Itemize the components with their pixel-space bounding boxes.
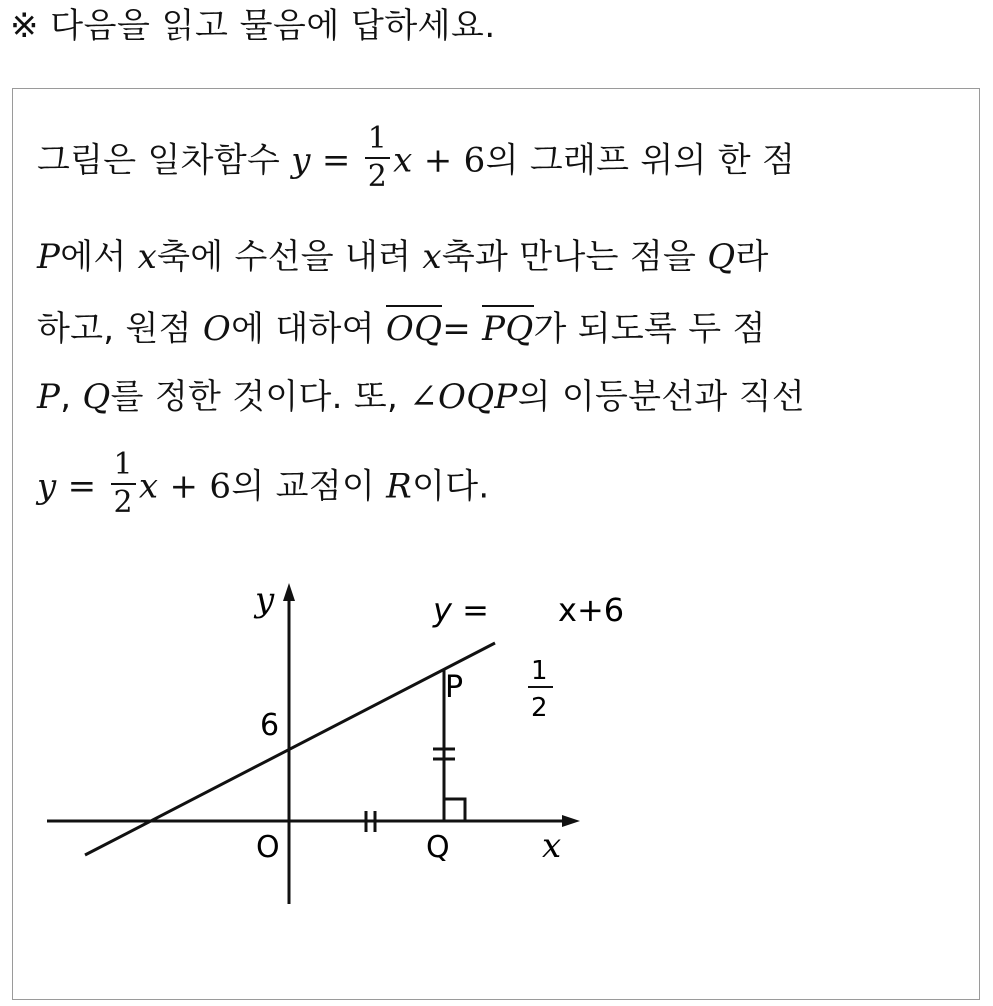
right-angle-mark: [444, 799, 465, 821]
text-segment: 의 이등분선과 직선: [517, 377, 805, 417]
plus-six: + 6: [158, 466, 232, 507]
fraction-denominator: 2: [113, 485, 133, 520]
y-axis-arrowhead: [283, 583, 295, 601]
instruction-text: ※ 다음을 읽고 물음에 답하세요.: [10, 6, 496, 46]
origin-label: O: [256, 830, 280, 865]
text-segment: 라: [735, 237, 769, 277]
point-p-label: P: [445, 670, 464, 705]
point-p: P: [37, 377, 61, 417]
point-r: R: [386, 466, 413, 507]
text-segment: 의 그래프 위의 한 점: [485, 140, 796, 181]
text-segment: 가 되도록 두 점: [533, 309, 766, 349]
equals-sign: =: [310, 140, 362, 181]
line-label-numerator: 1: [531, 656, 548, 686]
problem-box: [12, 88, 980, 1000]
angle-oqp: OQP: [438, 377, 518, 417]
text-segment: 에서: [60, 237, 138, 277]
point-q: Q: [707, 237, 736, 277]
y-intercept-label: 6: [260, 708, 280, 743]
segment-oq: OQ: [386, 305, 442, 349]
text-segment: 를 정한 것이다. 또,: [110, 377, 410, 417]
var-x: x: [393, 140, 413, 181]
plus-six: + 6: [412, 140, 486, 181]
segment-pq: PQ: [482, 305, 533, 349]
line-label-lhs: y =: [433, 591, 489, 629]
point-o: O: [202, 309, 232, 349]
var-y: y: [291, 140, 311, 181]
var-x: x: [422, 237, 442, 277]
text-segment: 에 대하여: [231, 309, 386, 349]
text-segment: 이다.: [412, 466, 490, 507]
fraction-denominator: 2: [367, 159, 388, 194]
text-segment: 축과 만나는 점을: [441, 237, 708, 277]
angle-symbol: ∠: [409, 377, 439, 417]
point-q-label: Q: [426, 830, 450, 865]
line-label-rhs: x+6: [558, 591, 625, 629]
text-segment: 축에 수선을 내려: [157, 237, 423, 277]
equals-sign: =: [56, 466, 108, 507]
coordinate-figure: [13, 89, 979, 999]
point-p: P: [37, 237, 61, 277]
fraction-numerator: 1: [111, 447, 136, 485]
text-segment: 그림은 일차함수: [37, 140, 292, 181]
fraction-numerator: 1: [365, 121, 390, 159]
text-segment: 하고, 원점: [37, 309, 203, 349]
var-y: y: [37, 466, 57, 507]
equals-sign: =: [442, 309, 483, 349]
text-segment: 의 교점이: [231, 466, 387, 507]
x-axis-label: x: [542, 826, 562, 866]
text-segment: ,: [60, 377, 83, 417]
var-x: x: [138, 466, 159, 507]
line-label-denominator: 2: [531, 693, 548, 723]
y-axis-label: y: [255, 580, 275, 620]
x-axis-arrowhead: [562, 815, 580, 827]
var-x: x: [137, 237, 158, 277]
point-q: Q: [82, 377, 111, 417]
